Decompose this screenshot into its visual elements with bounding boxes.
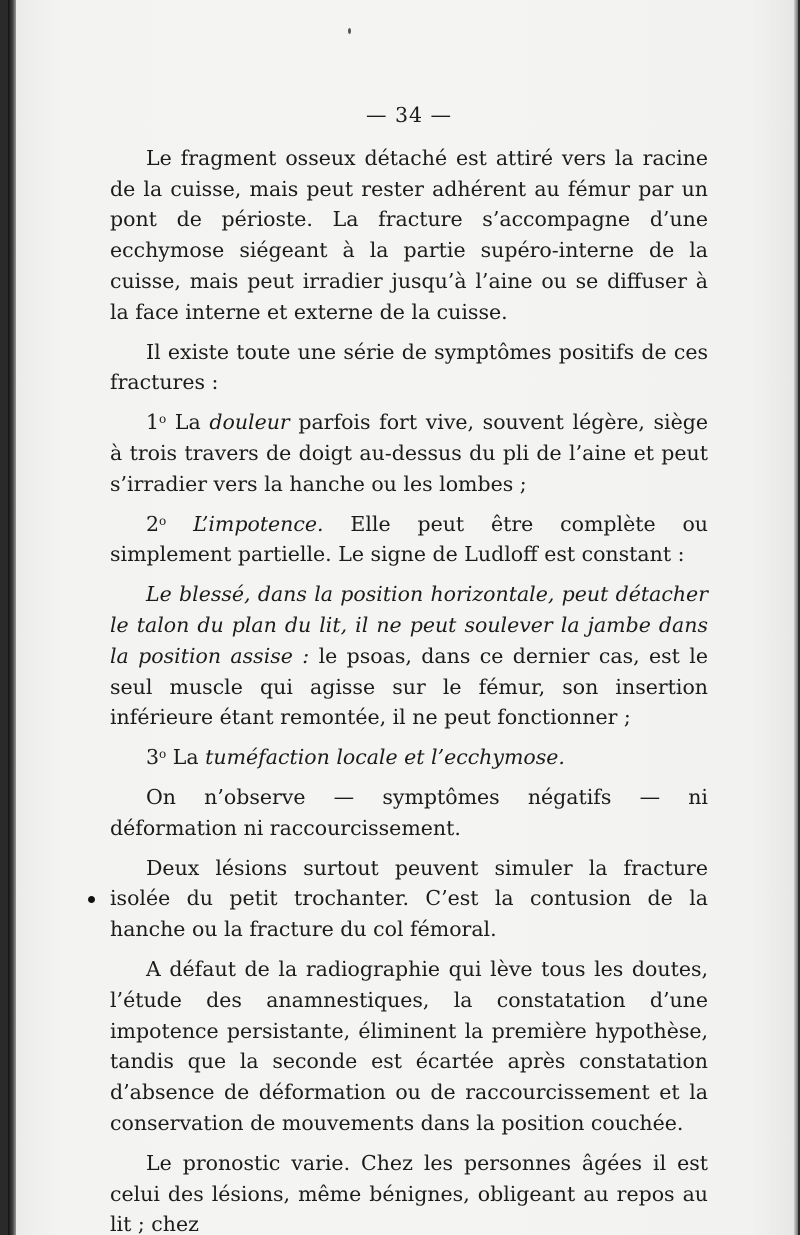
book-page bbox=[8, 0, 798, 1235]
item-text: parfois fort vive, souvent légère, siège à trois travers de doigt au-dessus du pli de l’aine et peut s’irradier vers la hanche ou les lombes ; bbox=[110, 410, 708, 496]
paragraph-symptom-impotence bbox=[110, 509, 708, 571]
paragraph-symptom-swelling bbox=[110, 742, 708, 773]
paragraph-symptom-pain bbox=[110, 407, 708, 499]
item-number: 1 bbox=[146, 410, 160, 435]
paragraph-symptoms-intro: Il existe toute une série de symptômes positifs de ces fractures : bbox=[110, 339, 708, 395]
page-edge bbox=[794, 0, 798, 1235]
paragraph-radiography: A défaut de la radiographie qui lève tous les doutes, l’étude des anamnestiques, la constatation d’une impotence persistante, éliminent la première hypothèse, tandis que la seconde est écartée après constatation d’absence de déformation ou de raccourcissement et la conservation de mouvements dans la position couchée. bbox=[110, 956, 708, 1135]
paragraph-differential-diagnosis: Deux lésions surtout peuvent simuler la fracture isolée du petit trochanter. C’est la contusion de la hanche ou la fracture du col fémoral. bbox=[110, 855, 708, 942]
page-binding-shadow bbox=[8, 0, 16, 1235]
italic-quote: Le blessé, dans la position horizontale, peut détacher le talon du plan du lit, il ne peut soulever la jambe dans la position assise : bbox=[110, 582, 708, 668]
item-ordinal: o bbox=[159, 412, 167, 427]
item-lead bbox=[166, 512, 193, 536]
item-ordinal: o bbox=[159, 747, 167, 762]
paragraph-ludloff-sign bbox=[110, 579, 708, 733]
item-keyword: douleur bbox=[209, 410, 290, 435]
item-ordinal: o bbox=[159, 513, 167, 528]
item-keyword: tuméfaction locale et l’ecchymose. bbox=[205, 745, 565, 770]
item-number: 2 bbox=[146, 511, 160, 536]
page-number: — 34 — bbox=[365, 103, 453, 127]
item-text: Elle peut être complète ou simplement partielle. Le signe de Ludloff est constant : bbox=[110, 511, 708, 567]
paragraph-prognosis: Le pronostic varie. Chez les personnes âgées il est celui des lésions, même bénignes, obligeant au repos au lit ; chez bbox=[110, 1150, 708, 1235]
item-keyword: L’impotence. bbox=[193, 511, 324, 536]
paragraph-negative-symptoms: On n’observe — symptômes négatifs — ni déformation ni raccourcissement. bbox=[110, 784, 708, 840]
paragraph-fragment-description: Le fragment osseux détaché est attiré vers la racine de la cuisse, mais peut rester adhérent au fémur par un pont de périoste. La fracture s’accompagne d’une ecchymose siégeant à la partie supéro-interne de la cuisse, mais peut irradier jusqu’à l’aine ou se diffuser à la face interne et externe de la cuisse. bbox=[110, 145, 708, 324]
ink-spot bbox=[88, 896, 95, 903]
item-lead: La bbox=[166, 410, 210, 435]
item-lead: La bbox=[166, 745, 206, 770]
ink-speck bbox=[348, 28, 351, 34]
page-text bbox=[110, 100, 708, 1235]
item-number: 3 bbox=[146, 745, 160, 770]
paragraph-text: le psoas, dans ce dernier cas, est le seul muscle qui agisse sur le fémur, son insertion inférieure étant remontée, il ne peut fonctionner ; bbox=[110, 643, 708, 730]
